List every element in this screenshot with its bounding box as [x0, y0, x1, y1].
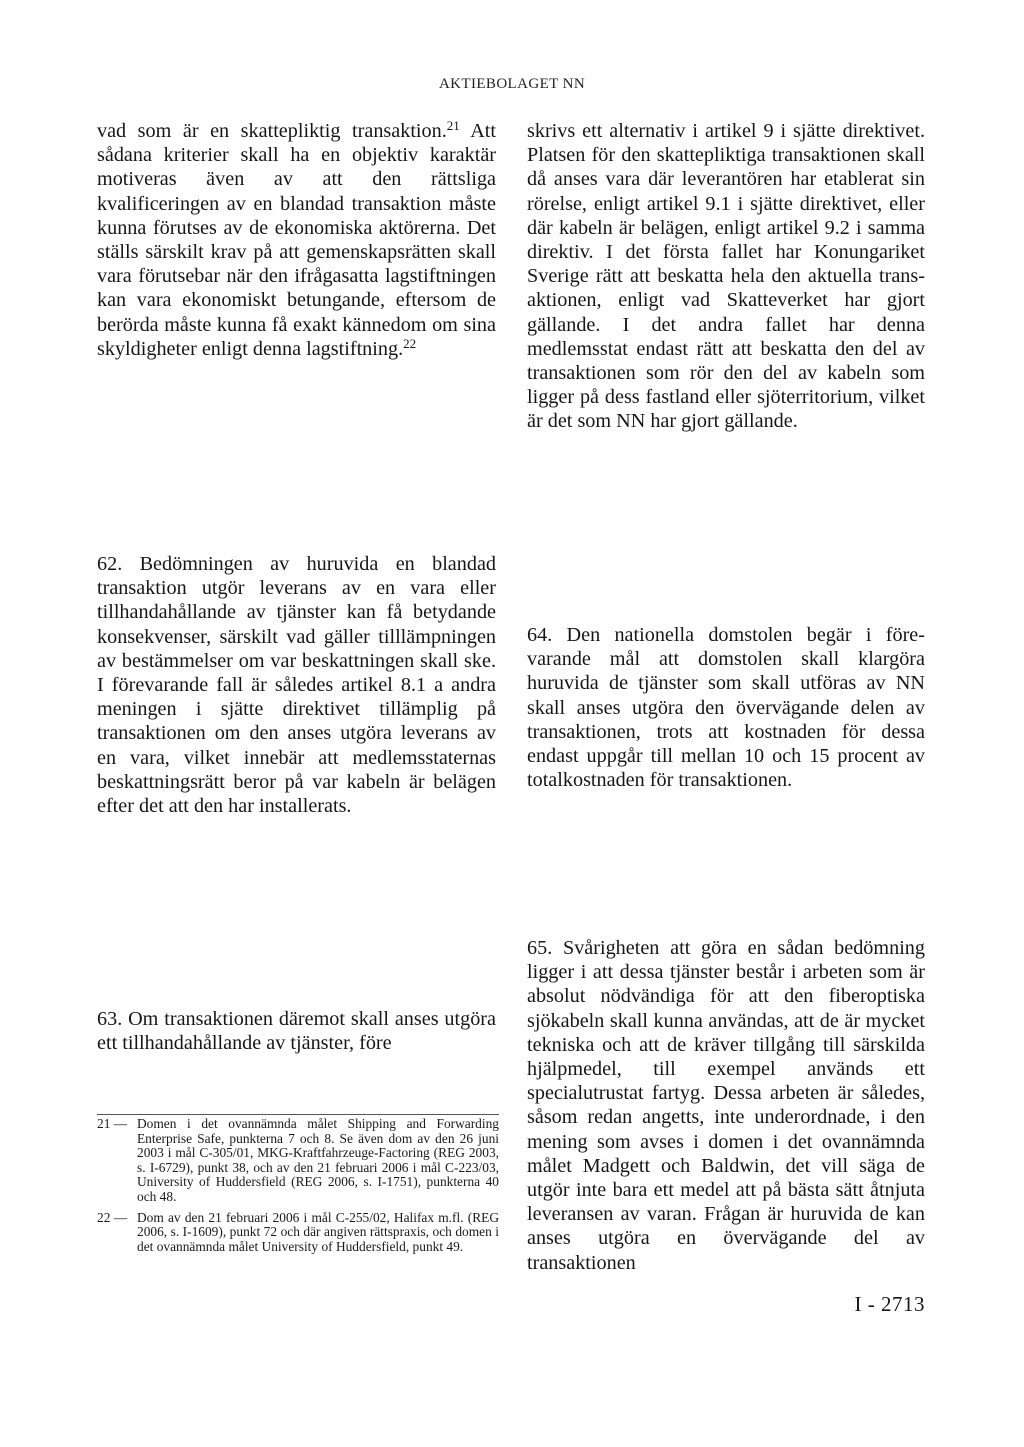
footnote-number: 21 —	[97, 1116, 128, 1131]
footnotes	[97, 1114, 499, 1260]
footnote-text: Domen i det ovannämnda målet Shipping and Forwarding Enterprise Safe, punkterna 7 och 8. Se även dom av den 26 juni 2003 i mål C-305/01, MKG-Kraftfahrzeuge-Factoring (REG 2003, s. I-6729), punkt 38, och av den 21 februari 2006 i mål C-223/03, University of Huddersfield (REG 2006, s. I-1751), punkterna 40 och 48.	[137, 1116, 499, 1204]
page-number: I - 2713	[854, 1292, 925, 1316]
footnote-22	[97, 1211, 499, 1255]
paragraph-62: 62. Bedömningen av huruvida en blandad transaktion utgör leverans av en vara eller tillhandahållande av tjänster kan få betydande konsekvenser, särskilt vad gäller tilllämpningen av bestämmelser om var beskattningen skall ske. I förevarande fall är således artikel 8.1 a andra meningen i sjätte direktivet tillämplig på transaktionen om den anses utgöra leverans av en vara, vilket innebär att medlemsstaternas beskattningsrätt beror på var kabeln är belägen efter det att den har installerats.	[97, 553, 496, 818]
left-top-text: vad som är en skattepliktig transaktion.	[97, 120, 447, 142]
footnote-21	[97, 1117, 499, 1205]
footnote-number: 22 —	[97, 1209, 128, 1225]
right-column-continuation: skrivs ett alternativ i artikel 9 i sjätte direktivet. Platsen för den skattepliktiga transaktionen skall då anses vara där leverantören har etablerat sin rörelse, enligt artikel 9.1 i sjätte direktivet, eller där kabeln är belägen, enligt artikel 9.2 i samma direktiv. I det första fallet har Konungariket Sverige rätt att beskatta hela den aktuella transaktionen, enligt vad Skatteverket har gjort gällande. I det andra fallet har denna medlemsstat endast rätt att beskatta den del av transaktionen som rör den del av kabeln som ligger på dess fastland eller sjöterritorium, vilket är det som NN har gjort gällande.	[527, 120, 925, 433]
footnote-ref-22[interactable]: 22	[403, 335, 417, 351]
paragraph-64: 64. Den nationella domstolen begär i förevarande mål att domstolen skall klargöra huruvida de tjänster som skall utföras av NN skall anses utgöra den övervägande delen av transaktionen, trots att kostnaden för dessa endast uppgår till mellan 10 och 15 procent av totalkostnaden för transaktionen.	[527, 624, 925, 792]
left-top-text-2: Att sådana kriterier skall ha en objektiv karaktär motiveras även av att den rättsliga kvalificeringen av en blandad transaktion måste kunna förutses av de ekonomiska aktörerna. Det ställs särskilt krav på att gemenskapsrätten skall vara förutsebar när den ifrågasatta lagstiftningen kan vara ekonomiskt betungande, eftersom de berörda måste kunna få exakt kännedom om sina skyldigheter enligt denna lagstiftning.	[97, 120, 496, 360]
left-column-continuation	[97, 119, 496, 361]
footnote-text: Dom av den 21 februari 2006 i mål C-255/02, Halifax m.fl. (REG 2006, s. I-1609), punkt 72 och där angiven rättspraxis, och domen i det ovannämnda målet University of Huddersfield, punkt 49.	[137, 1209, 499, 1254]
running-header: AKTIEBOLAGET NN	[438, 76, 586, 92]
paragraph-63: 63. Om transaktionen däremot skall anses utgöra ett tillhandahållande av tjänster, före	[97, 1008, 496, 1055]
footnote-ref-21[interactable]: 21	[446, 118, 460, 133]
paragraph-65: 65. Svårigheten att göra en sådan bedömning ligger i att dessa tjänster består i arbeten som är absolut nödvändiga för att den fiberoptiska sjökabeln skall kunna användas, att de är mycket tekniska och att de kräver tillgång till särskilda hjälpmedel, till exempel används ett specialutrustat fartyg. Dessa arbeten är således, såsom redan angetts, inte underordnade, i den mening som avses i domen i det ovannämnda målet Madgett och Baldwin, det vill säga de utgör inte bara ett medel att på bästa sätt åtnjuta leveransen av varan. Frågan är huruvida de kan anses utgöra en övervägande del av transaktionen	[527, 937, 925, 1274]
